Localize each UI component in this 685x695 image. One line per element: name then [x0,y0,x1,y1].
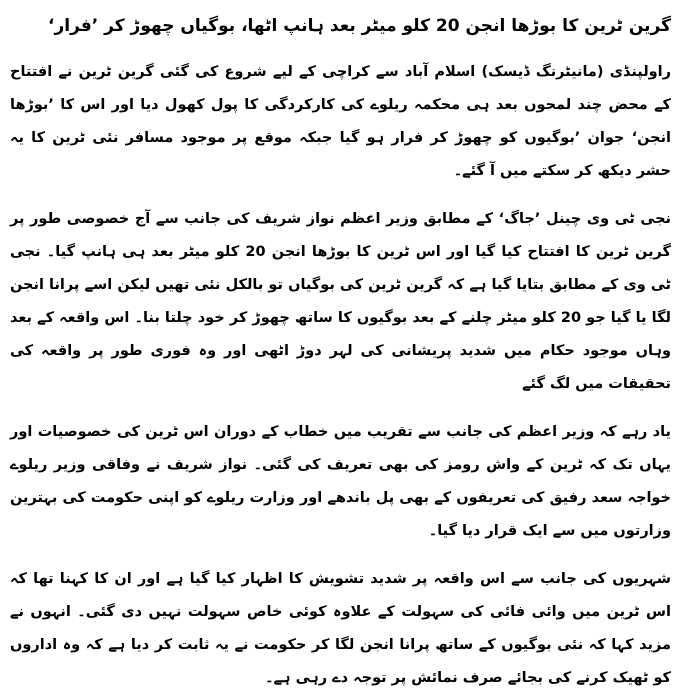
article-paragraph-1: راولپنڈی (مانیٹرنگ ڈیسک) اسلام آباد سے کراچی کے لیے شروع کی گئی گرین ٹرین نے افتتاح کے محض چند لمحوں بعد ہی محکمہ ریلوے کی کارکردگی کا پول کھول دیا اور اس کا ’بوڑھا انجن‘ جوان ’بوگیوں کو چھوڑ کر فرار ہو گیا جبکہ موقع پر موجود مسافر نئی ٹرین کا یہ حشر دیکھ کر سکتے میں آ گئے۔ [10,64,671,179]
article-paragraph-4: شہریوں کی جانب سے اس واقعہ پر شدید تشویش کا اظہار کیا گیا ہے اور ان کا کہنا تھا کہ اس ٹرین میں وائی فائی کی سہولت کے علاوہ کوئی خاص سہولت نہیں دی گئی۔ انہوں نے مزید کہا کہ نئی بوگیوں کے ساتھ پرانا انجن لگا کر حکومت نے یہ ثابت کر دیا ہے کہ وہ اداروں کو ٹھیک کرنے کی بجائے صرف نمائش پر توجہ دے رہی ہے۔ [10,571,671,686]
article-headline: گرین ٹرین کا بوڑھا انجن 20 کلو میٹر بعد ہانپ اٹھا، بوگیاں چھوڑ کر ’فرار‘ [48,16,671,36]
article-paragraph-3: یاد رہے کہ وزیر اعظم کی جانب سے تقریب میں خطاب کے دوران اس ٹرین کی خصوصیات اور یہاں تک کہ ٹرین کے واش رومز کی بھی تعریف کی گئی۔ نواز شریف نے وفاقی وزیر ریلوے خواجہ سعد رفیق کی تعریفوں کے بھی پل باندھے اور وزارت ریلوے کو اپنی حکومت کی بہترین وزارتوں میں سے ایک قرار دیا گیا۔ [10,424,671,539]
article-paragraph-2: نجی ٹی وی چینل ’جاگ‘ کے مطابق وزیر اعظم نواز شریف کی جانب سے آج خصوصی طور پر گرین ٹرین کا افتتاح کیا گیا اور اس ٹرین کا بوڑھا انجن 20 کلو میٹر بعد ہی ہانپ گیا۔ نجی ٹی وی کے مطابق بتایا گیا ہے کہ گرین ٹرین کی بوگیاں تو بالکل نئی تھیں لیکن اسے پرانا انجن لگا یا گیا جو 20 کلو میٹر چلنے کے بعد بوگیوں کا ساتھ چھوڑ کر خود چلتا بنا۔ اس واقعہ کے بعد وہاں موجود حکام میں شدید پریشانی کی لہر دوڑ اٹھی اور وہ فوری طور پر واقعہ کی تحقیقات میں لگ گئے [10,211,671,392]
